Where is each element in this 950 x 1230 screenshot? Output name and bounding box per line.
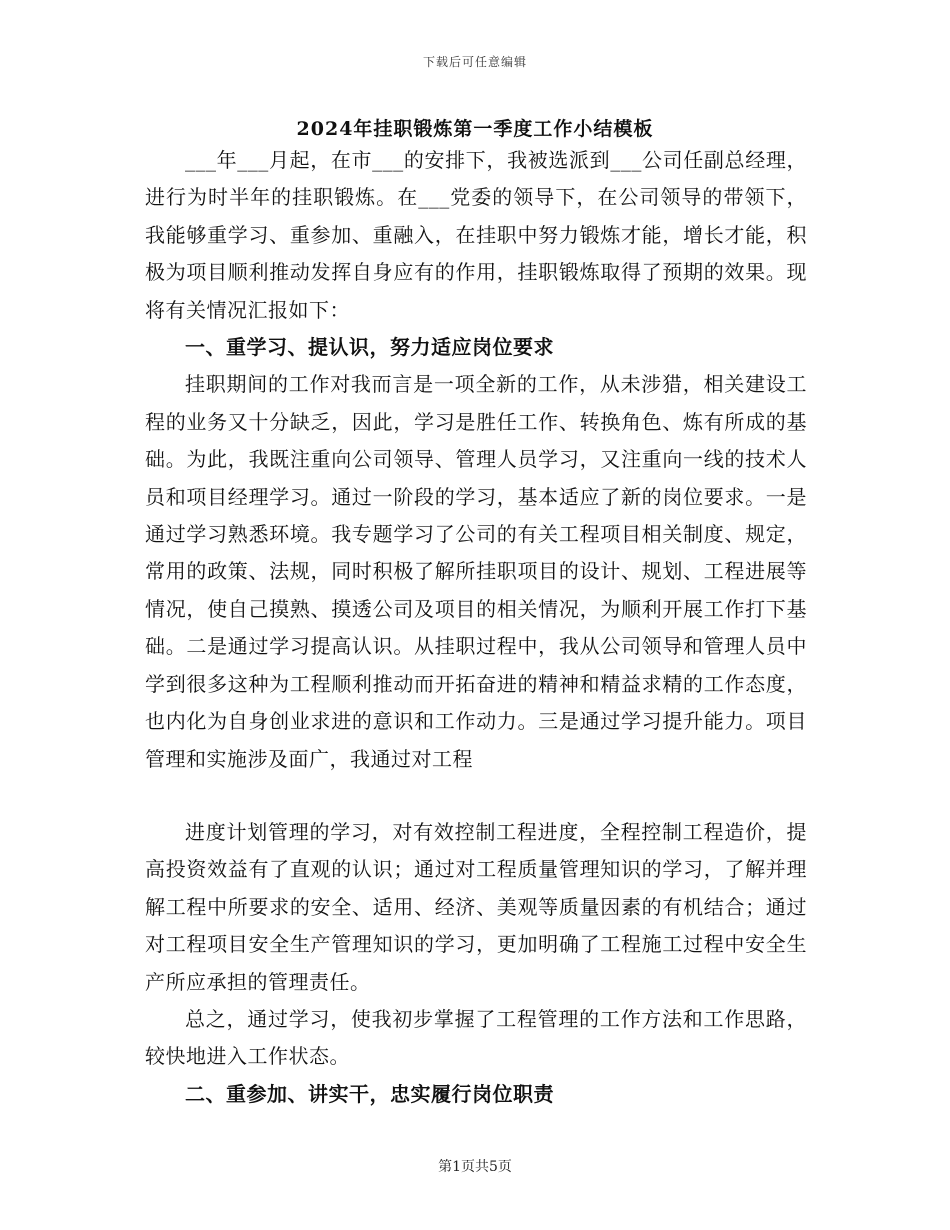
page-number-footer: 第1页共5页 — [438, 1159, 512, 1175]
learning-paragraph: 挂职期间的工作对我而言是一项全新的工作，从未涉猎，相关建设工程的业务又十分缺乏，因此，学习是胜任工作、转换角色、炼有所成的基础。为此，我既注重向公司领导、管理人员学习，又注重向一线的技术人员和项目经理学习。通过一阶段的学习，基本适应了新的岗位要求。一是通过学习熟悉环境。我专题学习了公司的有关工程项目相关制度、规定，常用的政策、法规，同时积极了解所挂职项目的设计、规划、工程进展等情况，使自己摸熟、摸透公司及项目的相关情况，为顺利开展工作打下基础。二是通过学习提高认识。从挂职过程中，我从公司领导和管理人员中学到很多这种为工程顺利推动而开拓奋进的精神和精益求精的工作态度，也内化为自身创业求进的意识和工作动力。三是通过学习提升能力。项目管理和实施涉及面广，我通过对工程 — [145, 372, 807, 771]
document-title: 2024年挂职锻炼第一季度工作小结模板 — [296, 118, 654, 140]
body-section-top — [145, 142, 807, 778]
summary-paragraph: 总之，通过学习，使我初步掌握了工程管理的工作方法和工作思路，较快地进入工作状态。 — [145, 1007, 807, 1069]
section-heading-2: 二、重参加、讲实干，忠实履行岗位职责 — [185, 1081, 554, 1106]
download-edit-note: 下载后可任意编辑 — [422, 55, 527, 69]
body-section-bottom — [145, 814, 807, 1113]
intro-paragraph: ___年___月起，在市___的安排下，我被选派到___公司任副总经理，进行为时半年的挂职锻炼。在___党委的领导下，在公司领导的带领下，我能够重学习、重参加、重融入，在挂职中努力锻炼才能，增长才能，积极为项目顺利推动发挥自身应有的作用，挂职锻炼取得了预期的效果。现将有关情况汇报如下： — [145, 148, 807, 322]
progress-management-paragraph: 进度计划管理的学习，对有效控制工程进度，全程控制工程造价，提高投资效益有了直观的认识；通过对工程质量管理知识的学习，了解并理解工程中所要求的安全、适用、经济、美观等质量因素的有机结合；通过对工程项目安全生产管理知识的学习，更加明确了工程施工过程中安全生产所应承担的管理责任。 — [145, 820, 807, 994]
section-heading-1: 一、重学习、提认识，努力适应岗位要求 — [185, 335, 554, 360]
